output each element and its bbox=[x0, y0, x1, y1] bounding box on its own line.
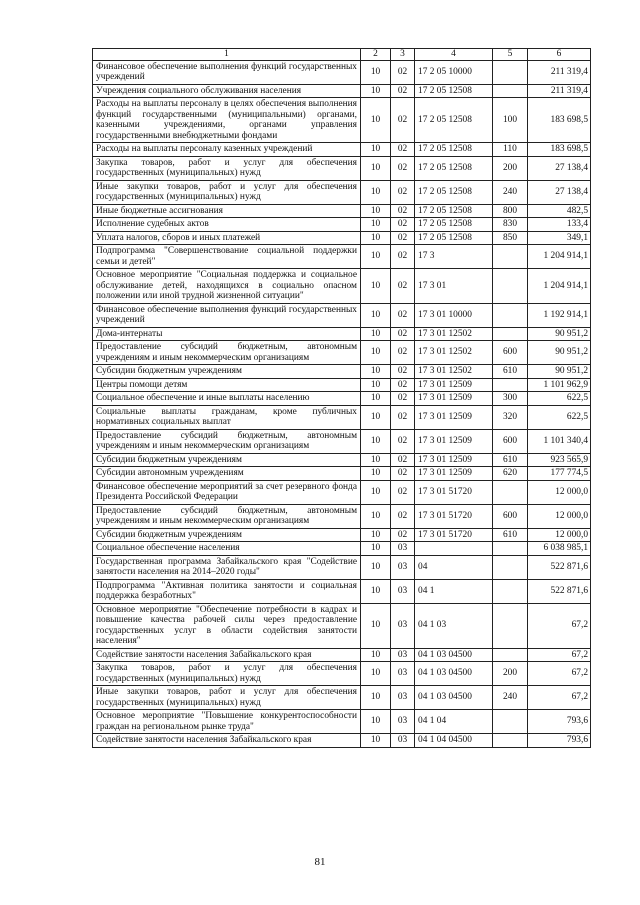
item-name: Субсидии автономным учреждениям bbox=[93, 467, 361, 481]
table-row bbox=[93, 480, 591, 504]
amount: 1 204 914,1 bbox=[528, 245, 591, 269]
item-name: Расходы на выплаты персоналу казенных учреждений bbox=[93, 143, 361, 157]
subsection-code: 02 bbox=[391, 405, 415, 429]
section-code: 10 bbox=[361, 365, 391, 379]
item-name: Расходы на выплаты персоналу в целях обеспечения выполнения функций государственными (муниципальными) органами, казенными учреждениями, органами управления государственными внебюджетными фондами bbox=[93, 98, 361, 143]
target-article-code: 17 3 01 10000 bbox=[415, 303, 493, 327]
table-row bbox=[93, 528, 591, 542]
amount: 211 319,4 bbox=[528, 60, 591, 84]
subsection-code: 02 bbox=[391, 453, 415, 467]
target-article-code: 04 1 04 bbox=[415, 710, 493, 734]
item-name: Государственная программа Забайкальского края "Содействие занятости населения на 2014–2020 годы" bbox=[93, 555, 361, 579]
section-code: 10 bbox=[361, 579, 391, 603]
item-name: Субсидии бюджетным учреждениям bbox=[93, 365, 361, 379]
subsection-code: 02 bbox=[391, 60, 415, 84]
amount: 177 774,5 bbox=[528, 467, 591, 481]
expense-type-code bbox=[493, 579, 528, 603]
target-article-code: 17 2 05 12508 bbox=[415, 143, 493, 157]
subsection-code: 02 bbox=[391, 204, 415, 218]
target-article-code: 17 3 01 51720 bbox=[415, 504, 493, 528]
expense-type-code: 610 bbox=[493, 453, 528, 467]
table-row bbox=[93, 555, 591, 579]
table-row bbox=[93, 143, 591, 157]
expense-type-code bbox=[493, 303, 528, 327]
section-code: 10 bbox=[361, 98, 391, 143]
subsection-code: 02 bbox=[391, 156, 415, 180]
item-name: Подпрограмма "Совершенствование социальной поддержки семьи и детей" bbox=[93, 245, 361, 269]
item-name: Основное мероприятие "Повышение конкурентоспособности граждан на региональном рынке труда" bbox=[93, 710, 361, 734]
table-row bbox=[93, 269, 591, 304]
expense-type-code: 320 bbox=[493, 405, 528, 429]
target-article-code: 17 2 05 12508 bbox=[415, 231, 493, 245]
amount: 793,6 bbox=[528, 710, 591, 734]
subsection-code: 02 bbox=[391, 303, 415, 327]
target-article-code: 04 1 03 04500 bbox=[415, 662, 493, 686]
section-code: 10 bbox=[361, 341, 391, 365]
expense-type-code: 110 bbox=[493, 143, 528, 157]
item-name: Финансовое обеспечение выполнения функций государственных учреждений bbox=[93, 303, 361, 327]
subsection-code: 02 bbox=[391, 231, 415, 245]
table-row bbox=[93, 710, 591, 734]
expense-type-code: 830 bbox=[493, 218, 528, 232]
subsection-code: 02 bbox=[391, 180, 415, 204]
budget-table-page bbox=[92, 48, 590, 748]
header-row bbox=[93, 49, 591, 61]
subsection-code: 02 bbox=[391, 98, 415, 143]
table-row bbox=[93, 180, 591, 204]
target-article-code: 17 3 01 51720 bbox=[415, 528, 493, 542]
target-article-code: 04 1 03 04500 bbox=[415, 648, 493, 662]
amount: 12 000,0 bbox=[528, 528, 591, 542]
item-name: Закупка товаров, работ и услуг для обеспечения государственных (муниципальных) нужд bbox=[93, 662, 361, 686]
subsection-code: 02 bbox=[391, 429, 415, 453]
section-code: 10 bbox=[361, 84, 391, 98]
expense-type-code bbox=[493, 378, 528, 392]
expense-type-code bbox=[493, 603, 528, 648]
expense-type-code: 200 bbox=[493, 156, 528, 180]
item-name: Социальное обеспечение и иные выплаты населению bbox=[93, 392, 361, 406]
expense-type-code: 600 bbox=[493, 341, 528, 365]
section-code: 10 bbox=[361, 429, 391, 453]
item-name: Предоставление субсидий бюджетным, автономным учреждениям и иным некоммерческим организациям bbox=[93, 341, 361, 365]
target-article-code: 17 3 01 12509 bbox=[415, 392, 493, 406]
section-code: 10 bbox=[361, 453, 391, 467]
subsection-code: 02 bbox=[391, 504, 415, 528]
amount: 90 951,2 bbox=[528, 365, 591, 379]
amount: 67,2 bbox=[528, 662, 591, 686]
section-code: 10 bbox=[361, 231, 391, 245]
item-name: Предоставление субсидий бюджетным, автономным учреждениям и иным некоммерческим организациям bbox=[93, 429, 361, 453]
item-name: Субсидии бюджетным учреждениям bbox=[93, 528, 361, 542]
expense-type-code: 300 bbox=[493, 392, 528, 406]
table-row bbox=[93, 662, 591, 686]
item-name: Иные закупки товаров, работ и услуг для обеспечения государственных (муниципальных) нужд bbox=[93, 686, 361, 710]
subsection-code: 02 bbox=[391, 143, 415, 157]
subsection-code: 02 bbox=[391, 467, 415, 481]
subsection-code: 02 bbox=[391, 341, 415, 365]
target-article-code: 04 1 03 bbox=[415, 603, 493, 648]
table-row bbox=[93, 303, 591, 327]
table-row bbox=[93, 392, 591, 406]
subsection-code: 03 bbox=[391, 603, 415, 648]
item-name: Социальное обеспечение населения bbox=[93, 542, 361, 556]
expense-type-code: 620 bbox=[493, 467, 528, 481]
amount: 349,1 bbox=[528, 231, 591, 245]
target-article-code: 17 2 05 12508 bbox=[415, 84, 493, 98]
section-code: 10 bbox=[361, 542, 391, 556]
section-code: 10 bbox=[361, 467, 391, 481]
amount: 90 951,2 bbox=[528, 341, 591, 365]
expense-type-code bbox=[493, 734, 528, 748]
expense-type-code: 800 bbox=[493, 204, 528, 218]
amount: 183 698,5 bbox=[528, 98, 591, 143]
subsection-code: 03 bbox=[391, 662, 415, 686]
target-article-code: 17 2 05 12508 bbox=[415, 156, 493, 180]
subsection-code: 02 bbox=[391, 245, 415, 269]
subsection-code: 02 bbox=[391, 327, 415, 341]
expense-type-code: 100 bbox=[493, 98, 528, 143]
target-article-code: 17 2 05 12508 bbox=[415, 98, 493, 143]
expense-type-code bbox=[493, 269, 528, 304]
table-row bbox=[93, 245, 591, 269]
table-row bbox=[93, 542, 591, 556]
expense-type-code bbox=[493, 60, 528, 84]
amount: 67,2 bbox=[528, 686, 591, 710]
subsection-code: 02 bbox=[391, 378, 415, 392]
section-code: 10 bbox=[361, 528, 391, 542]
header-cell: 1 bbox=[93, 49, 361, 61]
amount: 793,6 bbox=[528, 734, 591, 748]
target-article-code: 17 3 01 bbox=[415, 269, 493, 304]
target-article-code: 04 1 04 04500 bbox=[415, 734, 493, 748]
target-article-code: 17 3 01 12502 bbox=[415, 365, 493, 379]
item-name: Дома-интернаты bbox=[93, 327, 361, 341]
subsection-code: 02 bbox=[391, 218, 415, 232]
expense-type-code: 600 bbox=[493, 504, 528, 528]
table-row bbox=[93, 579, 591, 603]
item-name: Центры помощи детям bbox=[93, 378, 361, 392]
subsection-code: 03 bbox=[391, 555, 415, 579]
item-name: Уплата налогов, сборов и иных платежей bbox=[93, 231, 361, 245]
amount: 67,2 bbox=[528, 648, 591, 662]
target-article-code: 04 1 bbox=[415, 579, 493, 603]
expense-type-code: 600 bbox=[493, 429, 528, 453]
subsection-code: 02 bbox=[391, 365, 415, 379]
section-code: 10 bbox=[361, 405, 391, 429]
table-row bbox=[93, 231, 591, 245]
subsection-code: 03 bbox=[391, 734, 415, 748]
item-name: Закупка товаров, работ и услуг для обеспечения государственных (муниципальных) нужд bbox=[93, 156, 361, 180]
amount: 6 038 985,1 bbox=[528, 542, 591, 556]
amount: 1 101 340,4 bbox=[528, 429, 591, 453]
table-row bbox=[93, 218, 591, 232]
section-code: 10 bbox=[361, 710, 391, 734]
target-article-code: 17 3 01 51720 bbox=[415, 480, 493, 504]
table-row bbox=[93, 429, 591, 453]
amount: 1 192 914,1 bbox=[528, 303, 591, 327]
section-code: 10 bbox=[361, 204, 391, 218]
subsection-code: 03 bbox=[391, 648, 415, 662]
subsection-code: 03 bbox=[391, 542, 415, 556]
expense-type-code: 850 bbox=[493, 231, 528, 245]
section-code: 10 bbox=[361, 648, 391, 662]
table-row bbox=[93, 734, 591, 748]
expense-type-code bbox=[493, 327, 528, 341]
header-cell: 2 bbox=[361, 49, 391, 61]
amount: 27 138,4 bbox=[528, 180, 591, 204]
section-code: 10 bbox=[361, 504, 391, 528]
target-article-code: 17 3 01 12502 bbox=[415, 327, 493, 341]
item-name: Социальные выплаты гражданам, кроме публичных нормативных социальных выплат bbox=[93, 405, 361, 429]
expense-type-code bbox=[493, 480, 528, 504]
item-name: Финансовое обеспечение мероприятий за счет резервного фонда Президента Российской Федерации bbox=[93, 480, 361, 504]
table-row bbox=[93, 84, 591, 98]
header-cell: 4 bbox=[415, 49, 493, 61]
subsection-code: 02 bbox=[391, 480, 415, 504]
amount: 1 101 962,9 bbox=[528, 378, 591, 392]
section-code: 10 bbox=[361, 686, 391, 710]
target-article-code: 17 2 05 12508 bbox=[415, 180, 493, 204]
item-name: Предоставление субсидий бюджетным, автономным учреждениям и иным некоммерческим организациям bbox=[93, 504, 361, 528]
header-cell: 6 bbox=[528, 49, 591, 61]
header-cell: 5 bbox=[493, 49, 528, 61]
amount: 90 951,2 bbox=[528, 327, 591, 341]
section-code: 10 bbox=[361, 662, 391, 686]
amount: 12 000,0 bbox=[528, 504, 591, 528]
amount: 482,5 bbox=[528, 204, 591, 218]
section-code: 10 bbox=[361, 327, 391, 341]
amount: 183 698,5 bbox=[528, 143, 591, 157]
table-row bbox=[93, 98, 591, 143]
section-code: 10 bbox=[361, 734, 391, 748]
expense-type-code bbox=[493, 84, 528, 98]
item-name: Содействие занятости населения Забайкальского края bbox=[93, 648, 361, 662]
subsection-code: 03 bbox=[391, 710, 415, 734]
section-code: 10 bbox=[361, 378, 391, 392]
item-name: Основное мероприятие "Обеспечение потребности в кадрах и повышение качества рабочей силы через предоставление государственных услуг в области содействия занятости населения" bbox=[93, 603, 361, 648]
section-code: 10 bbox=[361, 603, 391, 648]
section-code: 10 bbox=[361, 218, 391, 232]
table-row bbox=[93, 467, 591, 481]
expense-type-code bbox=[493, 648, 528, 662]
table-row bbox=[93, 648, 591, 662]
target-article-code: 17 2 05 12508 bbox=[415, 204, 493, 218]
amount: 12 000,0 bbox=[528, 480, 591, 504]
table-row bbox=[93, 156, 591, 180]
item-name: Учреждения социального обслуживания населения bbox=[93, 84, 361, 98]
table-row bbox=[93, 60, 591, 84]
expense-type-code bbox=[493, 245, 528, 269]
section-code: 10 bbox=[361, 245, 391, 269]
expense-type-code bbox=[493, 555, 528, 579]
page-number: 81 bbox=[314, 856, 326, 868]
target-article-code: 17 2 05 12508 bbox=[415, 218, 493, 232]
item-name: Иные закупки товаров, работ и услуг для обеспечения государственных (муниципальных) нужд bbox=[93, 180, 361, 204]
item-name: Подпрограмма "Активная политика занятости и социальная поддержка безработных" bbox=[93, 579, 361, 603]
amount: 622,5 bbox=[528, 405, 591, 429]
target-article-code: 17 3 bbox=[415, 245, 493, 269]
target-article-code: 17 3 01 12509 bbox=[415, 378, 493, 392]
expense-type-code bbox=[493, 710, 528, 734]
expense-type-code: 610 bbox=[493, 528, 528, 542]
item-name: Иные бюджетные ассигнования bbox=[93, 204, 361, 218]
item-name: Исполнение судебных актов bbox=[93, 218, 361, 232]
amount: 1 204 914,1 bbox=[528, 269, 591, 304]
expense-type-code bbox=[493, 542, 528, 556]
expense-type-code: 200 bbox=[493, 662, 528, 686]
target-article-code: 04 bbox=[415, 555, 493, 579]
amount: 211 319,4 bbox=[528, 84, 591, 98]
table-row bbox=[93, 365, 591, 379]
section-code: 10 bbox=[361, 269, 391, 304]
amount: 622,5 bbox=[528, 392, 591, 406]
table-row bbox=[93, 378, 591, 392]
table-row bbox=[93, 504, 591, 528]
target-article-code: 17 3 01 12502 bbox=[415, 341, 493, 365]
target-article-code: 17 2 05 10000 bbox=[415, 60, 493, 84]
target-article-code: 17 3 01 12509 bbox=[415, 467, 493, 481]
subsection-code: 02 bbox=[391, 84, 415, 98]
section-code: 10 bbox=[361, 156, 391, 180]
target-article-code bbox=[415, 542, 493, 556]
expense-type-code: 240 bbox=[493, 180, 528, 204]
amount: 522 871,6 bbox=[528, 579, 591, 603]
section-code: 10 bbox=[361, 180, 391, 204]
subsection-code: 02 bbox=[391, 392, 415, 406]
subsection-code: 03 bbox=[391, 686, 415, 710]
amount: 27 138,4 bbox=[528, 156, 591, 180]
section-code: 10 bbox=[361, 143, 391, 157]
target-article-code: 17 3 01 12509 bbox=[415, 453, 493, 467]
expense-type-code: 240 bbox=[493, 686, 528, 710]
section-code: 10 bbox=[361, 480, 391, 504]
item-name: Содействие занятости населения Забайкальского края bbox=[93, 734, 361, 748]
section-code: 10 bbox=[361, 60, 391, 84]
subsection-code: 02 bbox=[391, 528, 415, 542]
expense-type-code: 610 bbox=[493, 365, 528, 379]
target-article-code: 17 3 01 12509 bbox=[415, 429, 493, 453]
section-code: 10 bbox=[361, 303, 391, 327]
table-row bbox=[93, 327, 591, 341]
section-code: 10 bbox=[361, 392, 391, 406]
header-cell: 3 bbox=[391, 49, 415, 61]
budget-table bbox=[92, 48, 591, 748]
amount: 67,2 bbox=[528, 603, 591, 648]
table-row bbox=[93, 603, 591, 648]
subsection-code: 03 bbox=[391, 579, 415, 603]
item-name: Основное мероприятие "Социальная поддержка и социальное обслуживание детей, находящихся в социально опасном положении или иной трудной жизненной ситуации" bbox=[93, 269, 361, 304]
table-row bbox=[93, 341, 591, 365]
table-row bbox=[93, 453, 591, 467]
section-code: 10 bbox=[361, 555, 391, 579]
subsection-code: 02 bbox=[391, 269, 415, 304]
target-article-code: 04 1 03 04500 bbox=[415, 686, 493, 710]
item-name: Финансовое обеспечение выполнения функций государственных учреждений bbox=[93, 60, 361, 84]
item-name: Субсидии бюджетным учреждениям bbox=[93, 453, 361, 467]
table-row bbox=[93, 686, 591, 710]
amount: 522 871,6 bbox=[528, 555, 591, 579]
amount: 923 565,9 bbox=[528, 453, 591, 467]
table-row bbox=[93, 405, 591, 429]
table-row bbox=[93, 204, 591, 218]
amount: 133,4 bbox=[528, 218, 591, 232]
target-article-code: 17 3 01 12509 bbox=[415, 405, 493, 429]
